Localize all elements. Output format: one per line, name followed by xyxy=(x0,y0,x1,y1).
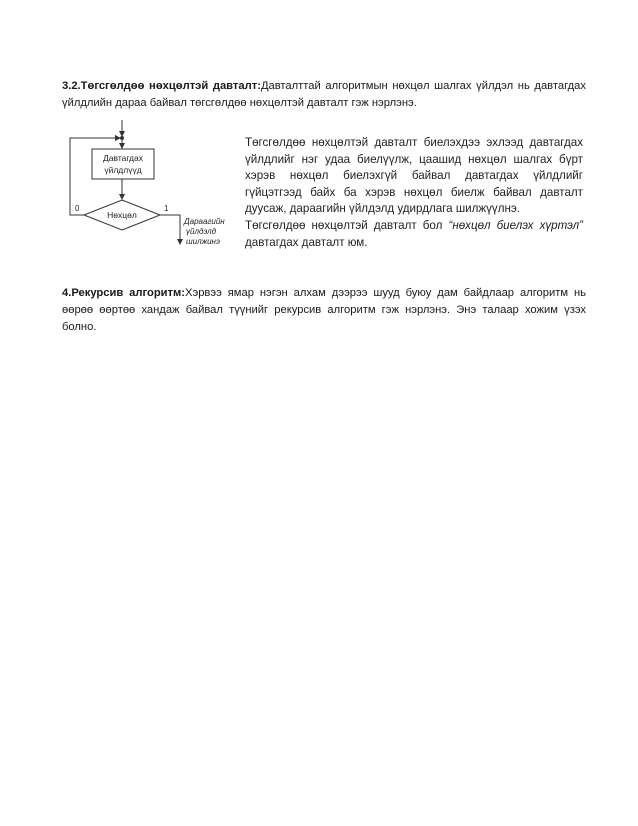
section-3-2-heading: 3.2.Төгсгөлдөө нөхцөлтэй давталт: xyxy=(62,80,261,92)
flowchart-svg xyxy=(62,118,252,260)
process-label-line1: Давтагдах xyxy=(103,153,143,163)
section-4-heading: 4.Рекурсив алгоритм: xyxy=(62,287,186,299)
section-3-2-paragraph xyxy=(62,78,586,112)
condition-label: Нөхцөл xyxy=(107,210,137,220)
next-label-line3: шилжинэ xyxy=(186,237,220,246)
label-one: 1 xyxy=(164,204,169,213)
loop-flowchart xyxy=(62,118,252,260)
section-4-paragraph xyxy=(62,285,586,336)
next-label-line1: Дараагийн xyxy=(184,217,225,226)
figure-description-part4: давтагдах давталт юм. xyxy=(245,235,368,249)
figure-description-part1: Төгсгөлдөө нөхцөлтэй давталт биелэхдээ эхлээд давтагдах үйлдлийг нэг удаа биелүүлж, цаашид нөхцөл шалгах бүрт хэрэв нөхцөл биелэхгүй байвал давтагдах үйлдлийг гүйцэтгээд байх ба хэрэв нөхцөл биелж байвал давталт дуусаж, дараагийн үйлдэлд удирдлага шилжүүлнэ. xyxy=(245,136,583,216)
figure-description-emphasis: “нөхцөл биелэх хүртэл” xyxy=(448,218,583,232)
next-label-line2: үйлдэлд xyxy=(186,227,217,236)
section-3-2-body: Давталттай алгоритмын нөхцөл шалгах үйлдэл нь давтагдах үйлдлийн дараа байвал төгсгөлдөө нөхцөлтэй давталт гэж нэрлэнэ. xyxy=(62,80,587,109)
process-label-line2: үйлдлүүд xyxy=(104,165,142,175)
label-zero: 0 xyxy=(75,204,80,213)
figure-description-part2: Төгсгөлдөө нөхцөлтэй давталт бол xyxy=(245,218,449,232)
section-4-body: Хэрвээ ямар нэгэн алхам дээрээ шууд буюу дам байдлаар алгоритм нь өөрөө өөртөө хандаж байвал түүнийг рекурсив алгоритм гэж нэрлэнэ. Энэ талаар хожим үзэх болно. xyxy=(62,287,586,333)
figure-description xyxy=(245,135,583,251)
exit-arrow xyxy=(160,215,180,244)
